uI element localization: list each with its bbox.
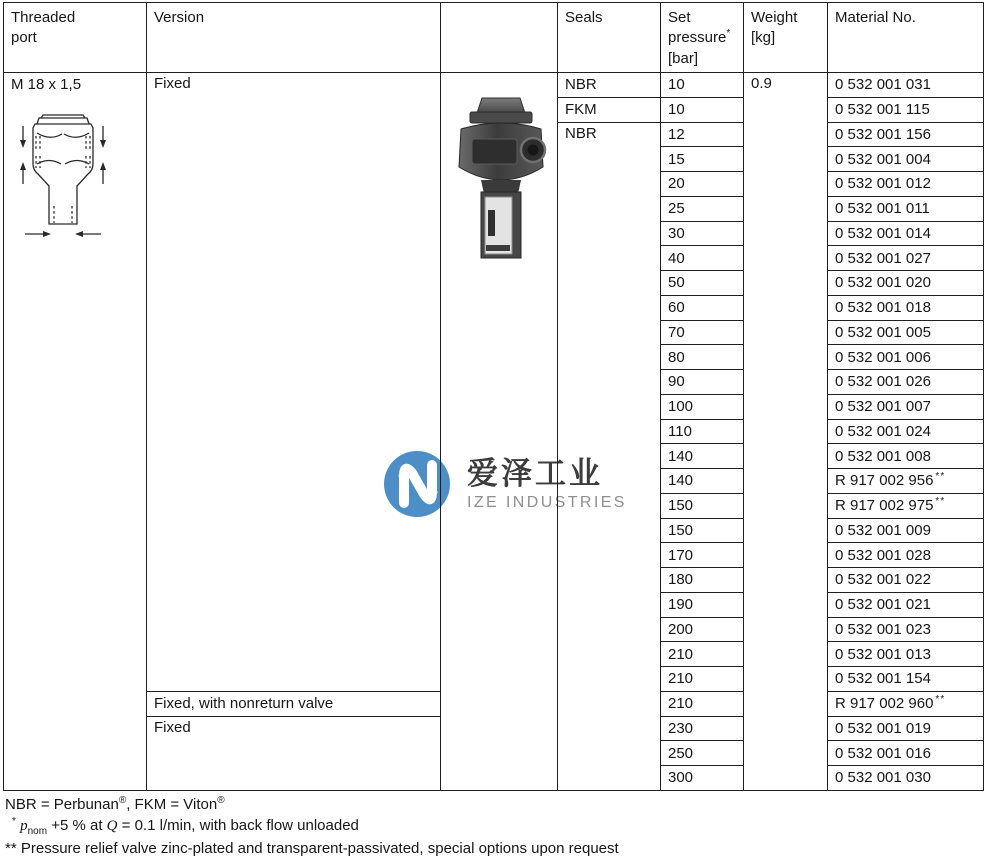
pressure-cell: 100 (661, 394, 744, 419)
material-number: 0 532 001 154 (835, 670, 931, 688)
pressure-cell: 70 (661, 320, 744, 345)
seals-cell: FKM (558, 97, 661, 122)
version-cell: Fixed (147, 716, 441, 790)
header-text: [bar] (668, 49, 699, 67)
header-text: Threaded (11, 9, 76, 26)
seals-cell: NBR (558, 122, 661, 790)
material-number: 0 532 001 031 (835, 76, 931, 94)
material-cell (828, 122, 984, 147)
footnote-marker: ** (935, 694, 946, 706)
material-cell (828, 691, 984, 716)
material-number: R 917 002 956 (835, 472, 934, 490)
seals-cell: NBR (558, 73, 661, 98)
material-number: 0 532 001 005 (835, 323, 931, 341)
footnote-marker: * (12, 816, 16, 828)
version-cell: Fixed (147, 73, 441, 692)
material-cell (828, 642, 984, 667)
material-cell (828, 97, 984, 122)
pressure-cell: 140 (661, 444, 744, 469)
header-text: port (11, 29, 37, 47)
footnote-text: , FKM = Viton (126, 796, 218, 813)
header-text: pressure (668, 29, 727, 47)
watermark-english: IZE INDUSTRIES (467, 494, 627, 511)
pressure-cell: 230 (661, 716, 744, 741)
material-number: 0 532 001 115 (835, 101, 930, 119)
material-number: 0 532 001 014 (835, 224, 931, 242)
footnote-text: NBR = Perbunan (5, 796, 119, 813)
pressure-cell: 110 (661, 419, 744, 444)
material-number: 0 532 001 026 (835, 373, 931, 391)
pressure-cell: 150 (661, 493, 744, 518)
valve-outline-drawing-icon (11, 106, 115, 246)
header-text: Set (668, 9, 691, 26)
material-number: 0 532 001 004 (835, 150, 931, 168)
footnote-marker: ** (5, 839, 17, 857)
col-header-version: Version (147, 3, 441, 73)
pressure-cell: 250 (661, 741, 744, 766)
registered-mark: ® (217, 795, 225, 806)
material-cell (828, 196, 984, 221)
material-cell (828, 271, 984, 296)
material-cell (828, 172, 984, 197)
pressure-cell: 200 (661, 617, 744, 642)
material-number: R 917 002 960 (835, 695, 934, 713)
col-header-set-pressure (661, 3, 744, 73)
material-cell (828, 543, 984, 568)
material-cell (828, 469, 984, 494)
material-number: 0 532 001 156 (835, 125, 931, 143)
material-number: 0 532 001 024 (835, 422, 931, 440)
material-cell (828, 147, 984, 172)
footnote-marker: * (726, 28, 731, 40)
material-number: 0 532 001 019 (835, 719, 931, 737)
material-number: R 917 002 975 (835, 497, 934, 515)
pressure-cell: 12 (661, 122, 744, 147)
footnote-text: Q (106, 818, 118, 835)
header-text: [kg] (751, 29, 776, 47)
material-cell (828, 320, 984, 345)
weight-cell: 0.9 (744, 73, 828, 791)
material-cell (828, 73, 984, 98)
pressure-cell: 10 (661, 73, 744, 98)
pressure-cell: 50 (661, 271, 744, 296)
product-photo-cell (441, 73, 558, 791)
registered-mark: ® (118, 795, 127, 806)
version-cell: Fixed, with nonreturn valve (147, 691, 441, 716)
material-number: 0 532 001 021 (835, 596, 931, 614)
pressure-cell: 15 (661, 147, 744, 172)
pressure-cell: 30 (661, 221, 744, 246)
table-header-row (4, 3, 984, 73)
material-cell (828, 568, 984, 593)
pressure-cell: 25 (661, 196, 744, 221)
material-cell (828, 493, 984, 518)
table-row (4, 73, 984, 98)
material-cell (828, 221, 984, 246)
material-number: 0 532 001 020 (835, 274, 931, 292)
threaded-port-label: M 18 x 1,5 (11, 76, 82, 93)
pressure-cell: 300 (661, 766, 744, 791)
material-cell (828, 295, 984, 320)
material-number: 0 532 001 011 (835, 200, 930, 218)
material-number: 0 532 001 009 (835, 521, 931, 539)
footnote-zinc-plated (5, 838, 619, 859)
material-number: 0 532 001 008 (835, 447, 931, 465)
footnote-text: +5 % at (47, 817, 107, 835)
pressure-cell: 170 (661, 543, 744, 568)
material-cell (828, 345, 984, 370)
valve-spec-table (3, 2, 984, 791)
footnote-set-pressure (5, 815, 619, 837)
pressure-cell: 210 (661, 642, 744, 667)
pressure-cell: 190 (661, 592, 744, 617)
footnote-text: Pressure relief valve zinc-plated and transparent-passivated, special options upon request (16, 839, 619, 857)
pressure-cell: 60 (661, 295, 744, 320)
footnote-marker: ** (935, 471, 946, 483)
pressure-cell: 80 (661, 345, 744, 370)
material-number: 0 532 001 027 (835, 249, 931, 267)
material-number: 0 532 001 007 (835, 398, 931, 416)
material-number: 0 532 001 022 (835, 571, 931, 589)
footnote-text: p (20, 818, 28, 835)
material-cell (828, 444, 984, 469)
pressure-cell: 210 (661, 667, 744, 692)
material-cell (828, 766, 984, 791)
material-number: 0 532 001 023 (835, 620, 931, 638)
material-number: 0 532 001 018 (835, 299, 931, 317)
material-cell (828, 667, 984, 692)
pressure-cell: 210 (661, 691, 744, 716)
pressure-cell: 40 (661, 246, 744, 271)
footnotes (5, 794, 619, 859)
footnote-text: = 0.1 l/min, with back flow unloaded (117, 817, 359, 835)
pressure-cell: 140 (661, 469, 744, 494)
pressure-cell: 150 (661, 518, 744, 543)
watermark-chinese: 爱泽工业 (467, 456, 603, 491)
footnote-seal-legend (5, 794, 619, 815)
material-cell (828, 419, 984, 444)
material-number: 0 532 001 012 (835, 175, 931, 193)
pressure-cell: 90 (661, 370, 744, 395)
material-cell (828, 394, 984, 419)
footnote-marker: ** (935, 496, 946, 508)
material-cell (828, 592, 984, 617)
material-cell (828, 370, 984, 395)
col-header-weight (744, 3, 828, 73)
col-header-seals: Seals (558, 3, 661, 73)
material-cell (828, 617, 984, 642)
threaded-port-cell (4, 73, 147, 791)
col-header-material: Material No. (828, 3, 984, 73)
material-number: 0 532 001 030 (835, 769, 931, 787)
col-header-threaded-port (4, 3, 147, 73)
material-number: 0 532 001 006 (835, 348, 931, 366)
col-header-image (441, 3, 558, 73)
material-cell (828, 518, 984, 543)
pressure-cell: 10 (661, 97, 744, 122)
footnote-text: nom (27, 826, 48, 838)
material-number: 0 532 001 028 (835, 546, 931, 564)
material-cell (828, 246, 984, 271)
material-number: 0 532 001 016 (835, 744, 931, 762)
valve-photo (455, 93, 547, 265)
material-cell (828, 741, 984, 766)
pressure-cell: 20 (661, 172, 744, 197)
material-cell (828, 716, 984, 741)
pressure-cell: 180 (661, 568, 744, 593)
header-text: Weight (751, 9, 798, 26)
material-number: 0 532 001 013 (835, 645, 931, 663)
